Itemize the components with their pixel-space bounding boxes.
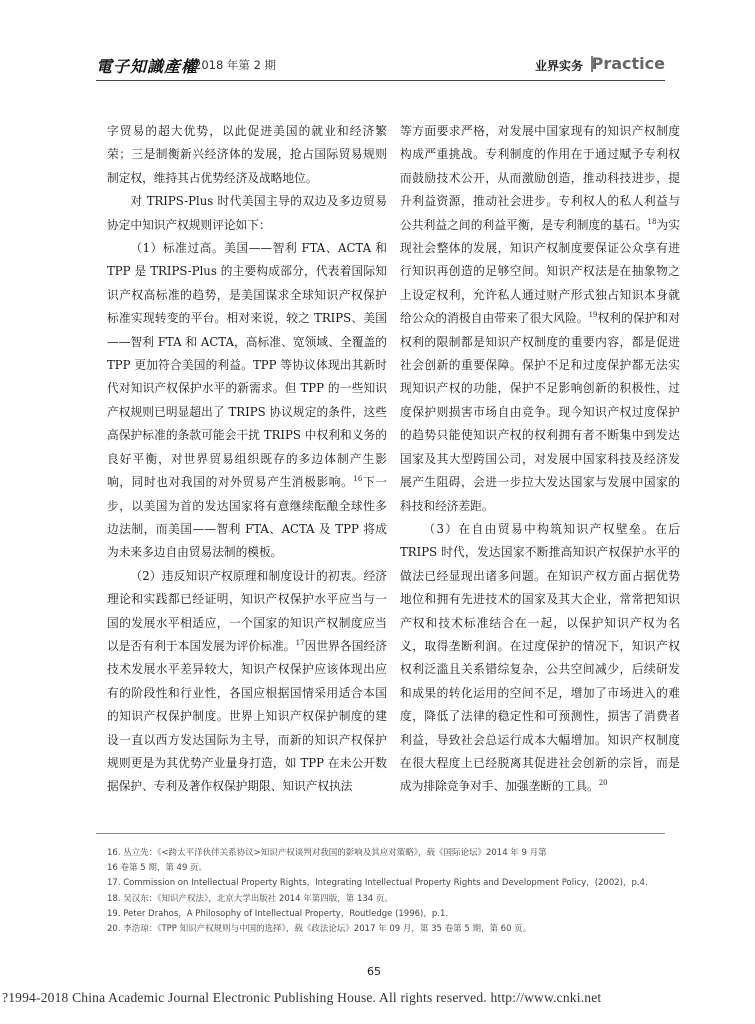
footnote: 20. 李浩琼：《TPP 知识产权规则与中国的选择》，载《政法论坛》2017 年 09 月，第 35 卷第 5 期，第 60 页。 xyxy=(107,924,532,935)
paragraph xyxy=(107,120,387,190)
paragraph xyxy=(400,518,680,799)
footnote: 16. 丛立先：《<跨太平洋伙伴关系协议>知识产权谈判对我国的影响及其应对策略》，载《国际论坛》2014 年 9 月第 xyxy=(107,848,547,858)
text-run: 因世界各国经济技术发展水平差异较大，知识产权保护应该体现出应有的阶段性和行业性，各国应根据国情采用适合本国的知识产权保护制度。世界上知识产权保护制度的建设一直以西方发达国际为主导，而新的知识产权保护规则更是为其优势产业量身打造，如 TPP 在未公开数据保护、专利及著作权保护期限、知识产权执法 xyxy=(107,638,387,794)
page-header xyxy=(96,54,665,80)
paragraph xyxy=(107,190,387,237)
footnote-ref: 17 xyxy=(295,639,305,648)
issue-label: 2018 年第 2 期 xyxy=(194,58,277,72)
text-run: 字贸易的超大优势，以此促进美国的就业和经济繁荣；三是制衡新兴经济体的发展，抢占国际贸易规则制定权，维持其占优势经济及战略地位。 xyxy=(107,124,387,185)
copyright-line: ?1994-2018 China Academic Journal Electronic Publishing House. All rights reserved. http://www.cnki.net xyxy=(2,990,602,1005)
journal-logo: 電子知識產權 xyxy=(96,57,199,76)
footnote: 19. Peter Drahos，A Philosophy of Intellectual Property，Routledge (1996)，p.1. xyxy=(107,908,449,919)
practice-label: Practice xyxy=(591,54,665,73)
text-run: 等方面要求严格，对发展中国家现有的知识产权制度构成严重挑战。专利制度的作用在于通过赋予专利权而鼓励技术公开，从而激励创造，推动科技进步，提升利益资源，推动社会进步。专利权人的私人利益与公共利益之间的利益平衡，是专利制度的基石。 xyxy=(400,124,680,232)
text-run: （3）在自由贸易中构筑知识产权壁垒。在后 TRIPS 时代，发达国家不断推高知识产权保护水平的做法已经显现出诸多问题。在知识产权方面占据优势地位和拥有先进技术的国家及其大企业，常常把知识产权和技术标准结合在一起，以保护知识产权为名义，取得垄断利润。在过度保护的情况下，知识产权权利泛滥且关系错综复杂，公共空间减少，后续研发和成果的转化运用的空间不足，增加了市场进入的难度，降低了法律的稳定性和可预测性，损害了消费者利益，导致社会总运行成本大幅增加。知识产权制度在很大程度上已经脱离其促进社会创新的宗旨，而是成为排除竞争对手、加强垄断的工具。 xyxy=(400,521,680,794)
paragraph xyxy=(400,120,680,518)
text-run: 下一步，以美国为首的发达国家将有意继续酝酿全球性多边法制，而美国——智利 FTA、ACTA 及 TPP 将成为未来多边自由贸易法制的模板。 xyxy=(107,475,387,560)
paragraph xyxy=(107,565,387,799)
footnote-ref: 19 xyxy=(588,311,598,320)
footnote: 16 卷第 5 期，第 49 页。 xyxy=(107,863,208,874)
text-run: 为实现社会整体的发展，知识产权制度要保证公众享有进行知识再创造的足够空间。知识产权法是在抽象物之上设定权利，允许私人通过财产形式独占知识本身就给公众的消极自由带来了很大风险。 xyxy=(400,217,680,326)
paragraph xyxy=(107,237,387,565)
footnote: 17. Commission on Intellectual Property Rights，Integrating Intellectual Property Rights and Development Policy，(2002)，p.4. xyxy=(107,878,648,889)
header-rule xyxy=(96,80,665,81)
footnote-ref: 18 xyxy=(647,217,657,226)
footnote-ref: 16 xyxy=(353,475,363,484)
footnotes xyxy=(107,846,667,937)
section-label: 业界实务 xyxy=(534,59,583,73)
text-run: （1）标准过高。美国——智利 FTA、ACTA 和 TPP 是 TRIPS-Plus 的主要构成部分，代表着国际知识产权高标准的趋势，是美国谋求全球知识产权保护标准实现转变的平台。相对来说，较之 TRIPS、美国——智利 FTA 和 ACTA，高标准、宽领域、全覆盖的 TPP 更加符合美国的利益。TPP 等协议体现出其新时代对知识产权保护水平的新需求。但 TPP 的一些知识产权规则已明显超出了 TRIPS 协议规定的条件，这些高保护标准的条款可能会干扰 TRIPS 中权利和义务的良好平衡，对世界贸易组织既存的多边体制产生影响，同时也对我国的对外贸易产生消极影响。 xyxy=(107,241,387,490)
left-column xyxy=(107,120,387,799)
footnote-ref: 20 xyxy=(598,779,608,788)
text-run: 权利的保护和对权利的限制都是知识产权制度的重要内容，都是促进社会创新的重要保障。保护不足和过度保护都无法实现知识产权的功能，保护不足影响创新的积极性，过度保护则损害市场自由竞争。现今知识产权过度保护的趋势只能使知识产权的权利拥有者不断集中到发达国家及其大型跨国公司，对发展中国家科技及经济发展产生阻碍，会进一步拉大发达国家与发展中国家的科技和经济差距。 xyxy=(400,311,680,513)
text-run: （2）违反知识产权原理和制度设计的初衷。经济理论和实践都已经证明，知识产权保护水平应当与一国的发展水平相适应，一个国家的知识产权制度应当以是否有利于本国发展为评价标准。 xyxy=(107,568,387,653)
footnote-rule xyxy=(96,833,665,834)
right-column xyxy=(400,120,680,799)
page-number: 65 xyxy=(367,965,381,978)
footnote: 18. 吴汉东：《知识产权法》，北京大学出版社 2014 年第四版，第 134 页。 xyxy=(107,893,393,904)
text-run: 对 TRIPS-Plus 时代美国主导的双边及多边贸易协定中知识产权规则评论如下： xyxy=(107,194,387,232)
